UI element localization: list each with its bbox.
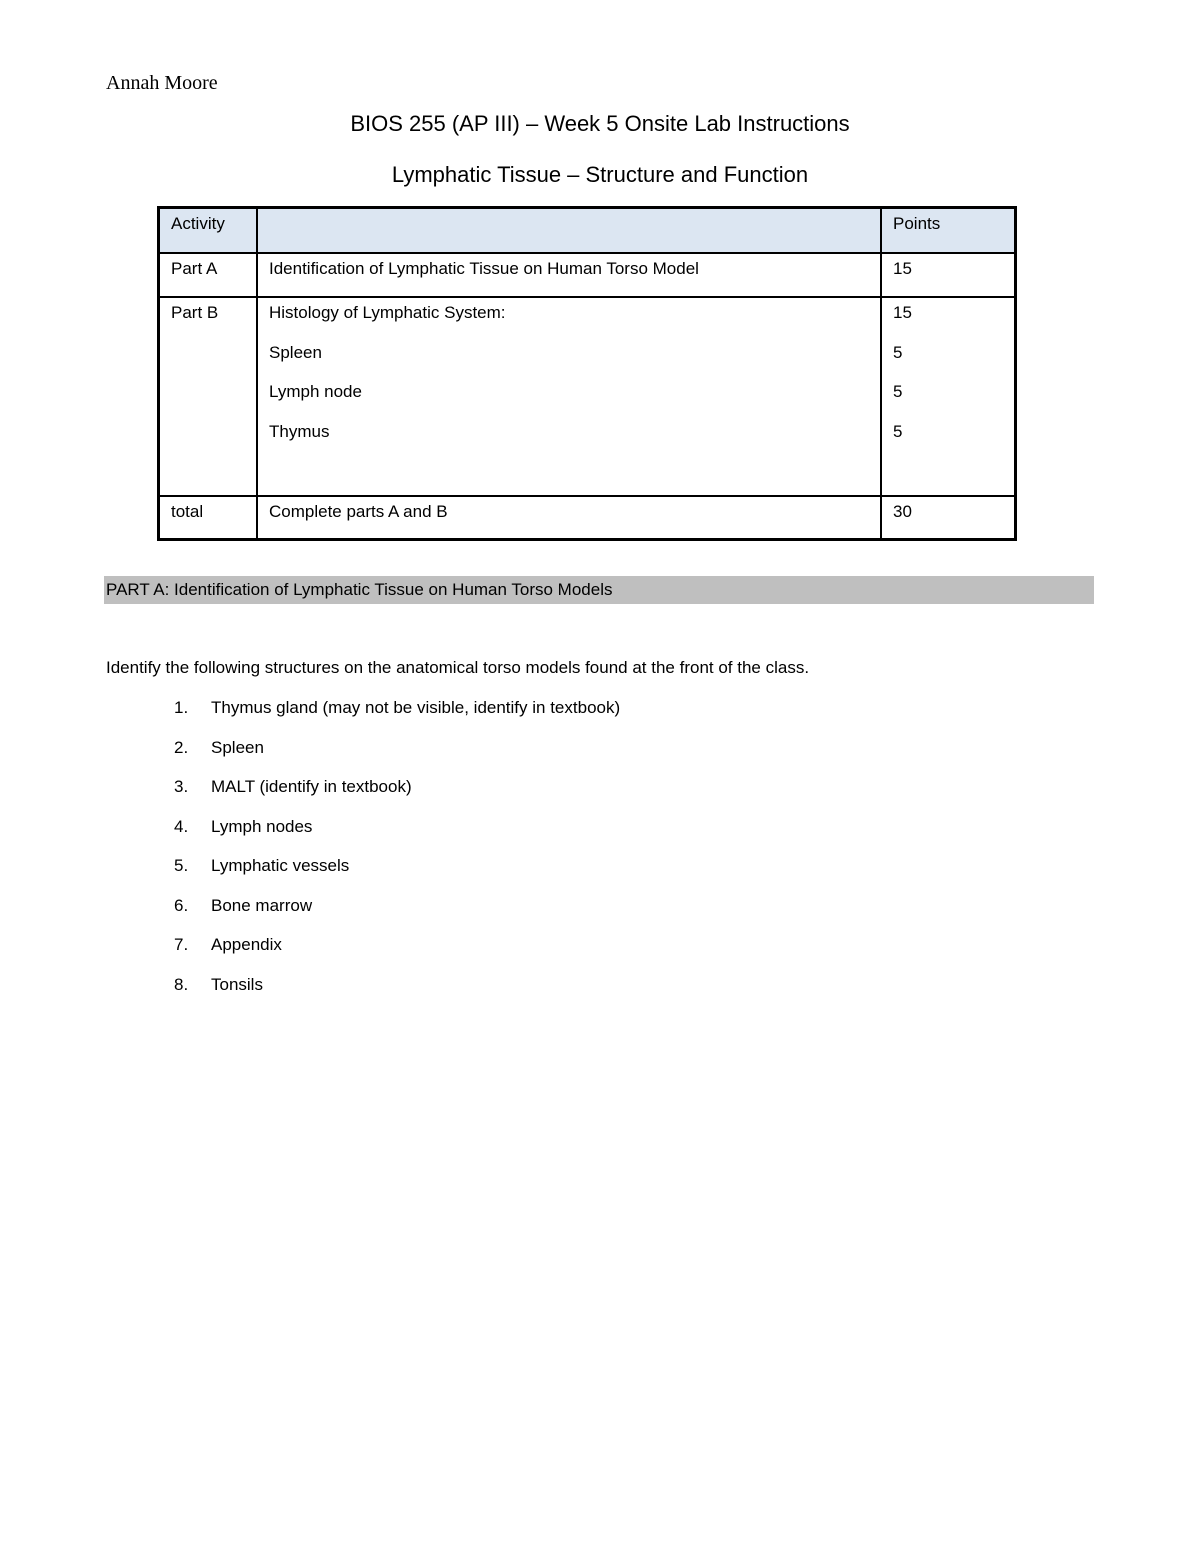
list-item xyxy=(174,738,620,778)
points-line: 15 xyxy=(893,303,912,322)
item-text: Tonsils xyxy=(211,974,263,994)
instruction-text: Identify the following structures on the anatomical torso models found at the front of the class. xyxy=(106,658,810,677)
points-line: 5 xyxy=(893,342,903,362)
item-text: Lymph nodes xyxy=(211,816,313,836)
table-row-part-b xyxy=(159,297,1016,496)
cell-activity: total xyxy=(159,496,258,540)
description-line: Lymph node xyxy=(269,382,362,401)
list-item xyxy=(174,856,620,896)
cell-description: Identification of Lymphatic Tissue on Human Torso Model xyxy=(257,253,881,297)
cell-points-list xyxy=(881,297,1016,496)
item-number: 1. xyxy=(174,698,189,717)
header-points: Points xyxy=(881,208,1016,254)
author-name: Annah Moore xyxy=(106,72,218,94)
header-description xyxy=(257,208,881,254)
description-line: Histology of Lymphatic System: xyxy=(269,303,506,322)
item-text: Thymus gland (may not be visible, identify in textbook) xyxy=(211,698,621,717)
description-line: Thymus xyxy=(269,421,330,441)
description-line: Spleen xyxy=(269,342,322,362)
cell-activity: Part B xyxy=(159,297,258,496)
list-item xyxy=(174,817,620,857)
list-item xyxy=(174,896,620,936)
cell-points: 15 xyxy=(881,253,1016,297)
document-subtitle: Lymphatic Tissue – Structure and Function xyxy=(391,162,809,187)
cell-points: 30 xyxy=(881,496,1016,540)
cell-description-list xyxy=(257,297,881,496)
item-text: Bone marrow xyxy=(211,895,313,915)
points-table xyxy=(157,206,1017,541)
structure-list xyxy=(174,698,620,1014)
item-text: MALT (identify in textbook) xyxy=(211,777,412,796)
table-row-part-a xyxy=(159,253,1016,297)
table-row-total xyxy=(159,496,1016,540)
cell-activity: Part A xyxy=(159,253,258,297)
item-number: 5. xyxy=(174,856,189,875)
item-number: 6. xyxy=(174,895,189,915)
part-a-heading: PART A: Identification of Lymphatic Tissue on Human Torso Models xyxy=(104,576,1094,604)
table-header-row xyxy=(159,208,1016,254)
item-text: Lymphatic vessels xyxy=(211,856,350,875)
item-number: 2. xyxy=(174,737,189,757)
list-item xyxy=(174,935,620,975)
item-text: Appendix xyxy=(211,935,282,954)
item-number: 3. xyxy=(174,777,189,796)
list-item xyxy=(174,975,620,1015)
item-number: 7. xyxy=(174,935,189,954)
list-item xyxy=(174,777,620,817)
document-title: BIOS 255 (AP III) – Week 5 Onsite Lab Instructions xyxy=(350,111,850,136)
item-text: Spleen xyxy=(211,737,264,757)
cell-description: Complete parts A and B xyxy=(257,496,881,540)
points-line: 5 xyxy=(893,382,903,401)
item-number: 4. xyxy=(174,816,189,836)
item-number: 8. xyxy=(174,974,189,994)
points-line: 5 xyxy=(893,421,903,441)
list-item xyxy=(174,698,620,738)
header-activity: Activity xyxy=(159,208,258,254)
